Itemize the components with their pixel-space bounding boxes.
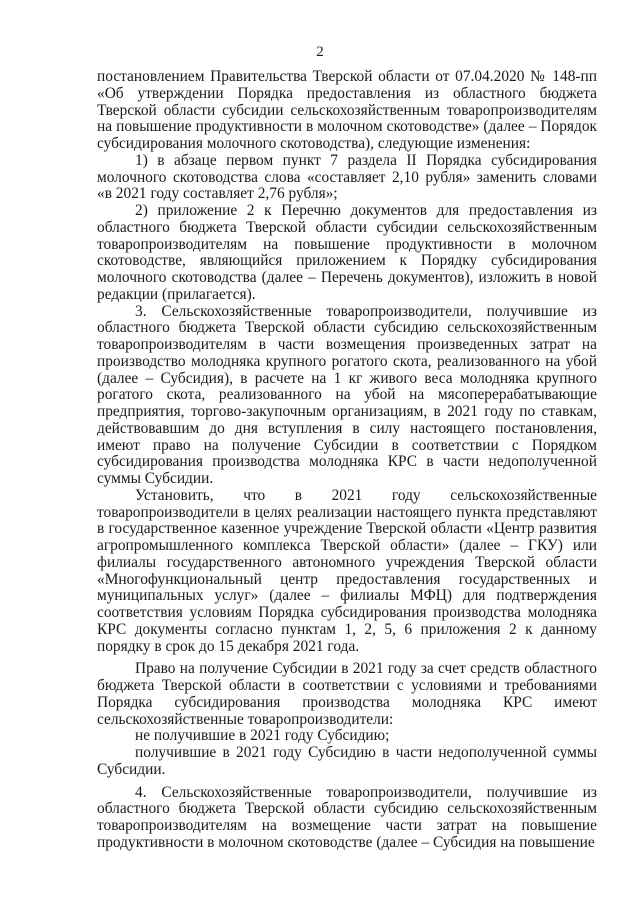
paragraph-item-1: 1) в абзаце первом пункт 7 раздела II Порядка субсидирования молочного скотоводства слова «составляет 2,10 рубля» заменить словами «в 2021 году составляет 2,76 рубля»; xyxy=(97,151,597,203)
paragraph-received-partially: получившие в 2021 году Субсидию в части недополученной суммы Субсидии. xyxy=(97,744,597,778)
page-number: 2 xyxy=(316,44,324,60)
paragraph-establish: Установить, что в 2021 году сельскохозяйственные товаропроизводители в целях реализации настоящего пункта представляют в государственное казенное учреждение Тверской области «Центр развития агропромышленного комплекса Тверской области» (далее – ГКУ) или филиалы государственного автономного учреждения Тверской области «Многофункциональный центр предоставления государственных и муниципальных услуг» (далее – филиалы МФЦ) для подтверждения соответствия условиям Порядка субсидирования производства молодняка КРС документы согласно пунктам 1, 2, 5, 6 приложения 2 к данному порядку в срок до 15 декабря 2021 года. xyxy=(97,486,597,655)
paragraph-not-received: не получившие в 2021 году Субсидию; xyxy=(135,727,390,745)
paragraph-item-2: 2) приложение 2 к Перечню документов для предоставления из областного бюджета Тверской области субсидии сельскохозяйственным товаропроизводителям на повышение продуктивности в молочном скотоводстве, являющийся приложением к Порядку субсидирования молочного скотоводства (далее – Перечень документов), изложить в новой редакции (прилагается). xyxy=(97,202,597,303)
paragraph-intro: постановлением Правительства Тверской области от 07.04.2020 № 148-пп «Об утверждении Порядка предоставления из областного бюджета Тверской области субсидии сельскохозяйственным товаропроизводителям на повышение продуктивности в молочном скотоводстве» (далее – Порядок субсидирования молочного скотоводства), следующие изменения: xyxy=(97,68,597,152)
paragraph-right-to-subsidy: Право на получение Субсидии в 2021 году за счет средств областного бюджета Тверской области в соответствии с условиями и требованиями Порядка субсидирования производства молодняка КРС имеют сельскохозяйственные товаропроизводители: xyxy=(97,660,597,728)
paragraph-point-3: 3. Сельскохозяйственные товаропроизводители, получившие из областного бюджета Тверской области субсидию сельскохозяйственным товаропроизводителям в части возмещения произведенных затрат на производство молодняка крупного рогатого скота, реализованного на убой (далее – Субсидия), в расчете на 1 кг живого веса молодняка крупного рогатого скота, реализованного на убой на мясоперерабатывающие предприятия, торгово-закупочным организациям, в 2021 году по ставкам, действовавшим до дня вступления в силу настоящего постановления, имеют право на получение Субсидии в соответствии с Порядком субсидирования производства молодняка КРС в части недополученной суммы Субсидии. xyxy=(97,302,597,487)
document-body xyxy=(97,69,597,852)
paragraph-point-4: 4. Сельскохозяйственные товаропроизводители, получившие из областного бюджета Тверской области субсидию сельскохозяйственным товаропроизводителям на возмещение части затрат на повышение продуктивности в молочном скотоводстве (далее – Субсидия на повышение xyxy=(97,783,597,851)
